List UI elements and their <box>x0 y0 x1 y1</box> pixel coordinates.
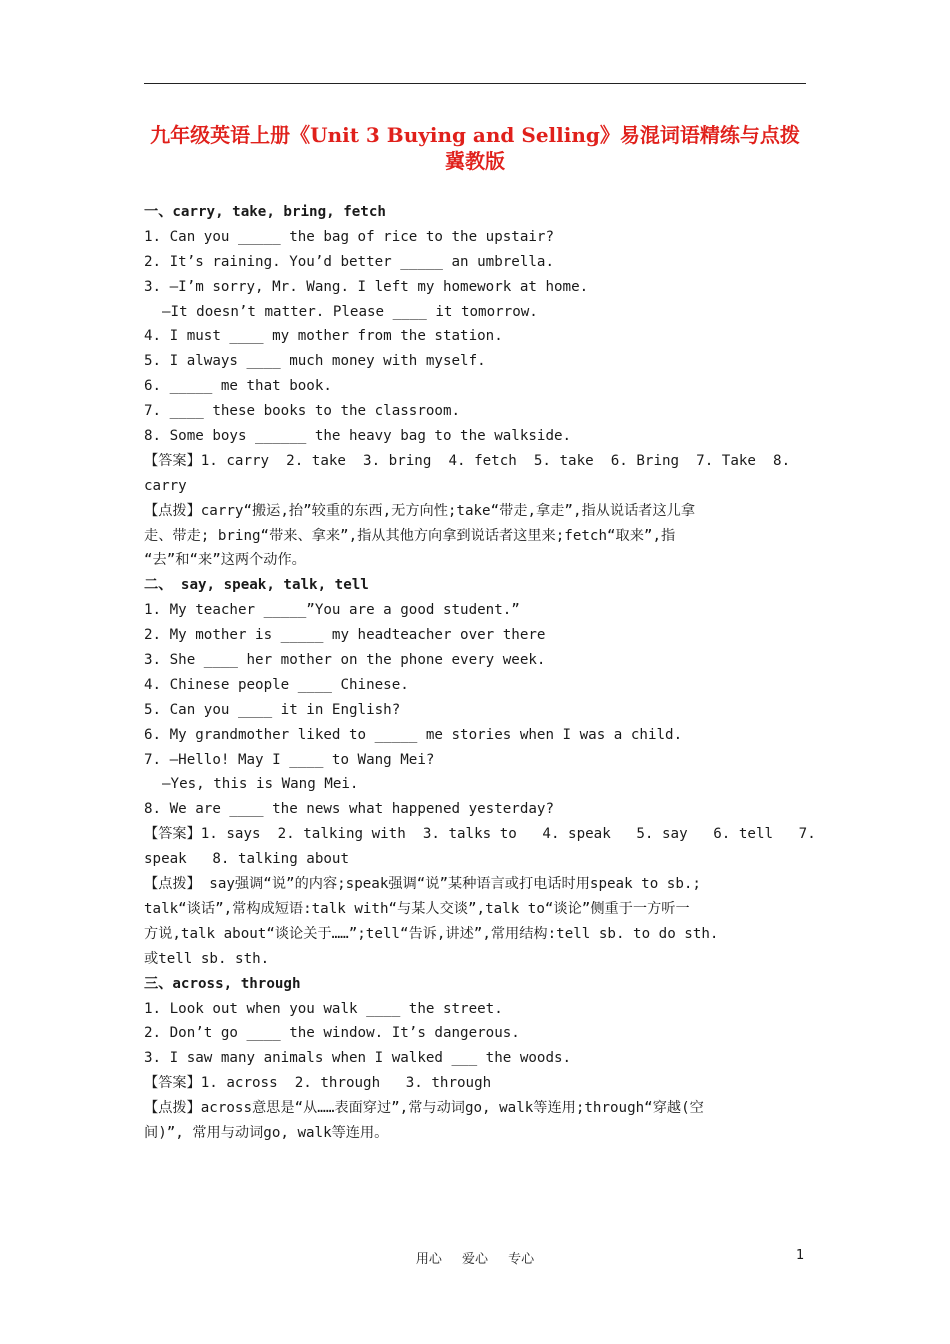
tip-line: “去”和“来”这两个动作。 <box>144 552 306 569</box>
tip-line: 方说,talk about“谈论关于……”;tell“告诉,讲述”,常用结构:tell sb. to do sth. <box>144 925 719 942</box>
page-footer <box>0 1248 950 1267</box>
footer-motto-2: 爱心 <box>461 1252 488 1267</box>
tip-line: 【点拨】across意思是“从……表面穿过”,常与动词go, walk等连用;through“穿越(空 <box>144 1100 704 1117</box>
page-number: 1 <box>796 1248 805 1263</box>
exercise-line: 4. Chinese people ____ Chinese. <box>144 676 409 693</box>
top-rule <box>144 83 806 84</box>
exercise-line: 5. Can you ____ it in English? <box>144 701 401 718</box>
answer-line: 【答案】1. across 2. through 3. through <box>144 1075 492 1092</box>
exercise-line: 6. My grandmother liked to _____ me stories when I was a child. <box>144 726 683 743</box>
answer-line: 【答案】1. carry 2. take 3. bring 4. fetch 5. take 6. Bring 7. Take 8. <box>144 452 791 469</box>
tip-line: 走、带走; bring“带来、拿来”,指从其他方向拿到说话者这里来;fetch“取来”,指 <box>144 527 676 544</box>
exercise-line: 3. I saw many animals when I walked ___ the woods. <box>144 1050 572 1067</box>
exercise-line: 3. –I’m sorry, Mr. Wang. I left my homework at home. <box>144 278 589 295</box>
exercise-line: –Yes, this is Wang Mei. <box>162 776 359 793</box>
exercise-line: 7. –Hello! May I ____ to Wang Mei? <box>144 751 435 768</box>
answer-line: carry <box>144 477 187 494</box>
document-title: 九年级英语上册《Unit 3 Buying and Selling》易混词语精练与点拨 冀教版 <box>150 123 800 173</box>
tip-line: 或tell sb. sth. <box>144 950 270 967</box>
document-body <box>144 200 816 1146</box>
section-heading: 三、across, through <box>144 975 301 992</box>
footer-motto-1: 用心 <box>415 1252 442 1267</box>
tip-line: talk“谈话”,常构成短语:talk with“与某人交谈”,talk to“谈论”侧重于一方听一 <box>144 900 690 917</box>
exercise-line: 2. Don’t go ____ the window. It’s dangerous. <box>144 1025 520 1042</box>
exercise-line: 6. _____ me that book. <box>144 378 332 395</box>
exercise-line: 7. ____ these books to the classroom. <box>144 403 461 420</box>
exercise-line: 8. We are ____ the news what happened yesterday? <box>144 801 554 818</box>
exercise-line: 1. Look out when you walk ____ the street. <box>144 1000 503 1017</box>
exercise-line: 2. It’s raining. You’d better _____ an umbrella. <box>144 253 554 270</box>
exercise-line: 3. She ____ her mother on the phone every week. <box>144 652 546 669</box>
tip-line: 间)”, 常用与动词go, walk等连用。 <box>144 1124 389 1141</box>
exercise-line: 4. I must ____ my mother from the station. <box>144 328 503 345</box>
answer-line: 【答案】1. says 2. talking with 3. talks to 4. speak 5. say 6. tell 7. <box>144 826 816 843</box>
section-heading: 二、 say, speak, talk, tell <box>144 577 369 594</box>
exercise-line: 5. I always ____ much money with myself. <box>144 353 486 370</box>
exercise-line: 1. My teacher _____”You are a good student.” <box>144 602 520 619</box>
exercise-line: –It doesn’t matter. Please ____ it tomorrow. <box>162 303 538 320</box>
exercise-line: 2. My mother is _____ my headteacher over there <box>144 627 546 644</box>
tip-line: 【点拨】carry“搬运,抬”较重的东西,无方向性;take“带走,拿走”,指从说话者这儿拿 <box>144 502 696 519</box>
exercise-line: 8. Some boys ______ the heavy bag to the walkside. <box>144 428 572 445</box>
exercise-line: 1. Can you _____ the bag of rice to the upstair? <box>144 228 554 245</box>
answer-line: speak 8. talking about <box>144 851 349 868</box>
section-heading: 一、carry, take, bring, fetch <box>144 204 386 220</box>
footer-motto-3: 专心 <box>508 1252 535 1267</box>
tip-line: 【点拨】 say强调“说”的内容;speak强调“说”某种语言或打电话时用speak to sb.; <box>144 876 701 893</box>
